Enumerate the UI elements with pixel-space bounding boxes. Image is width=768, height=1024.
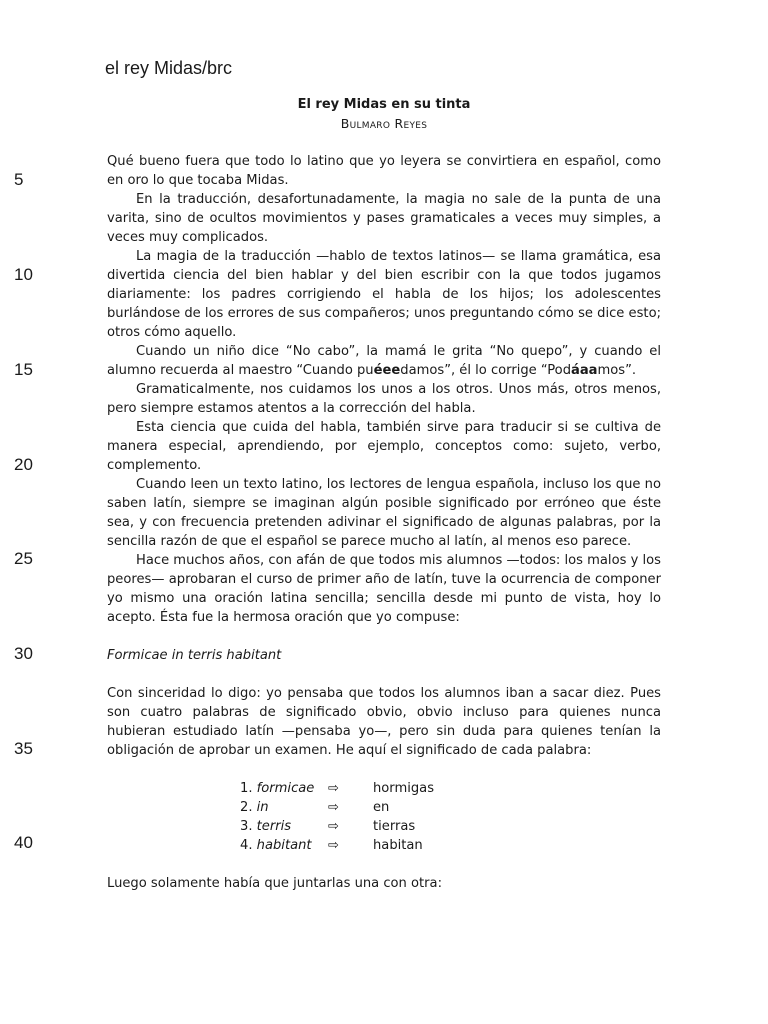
arrow-right-icon: ⇨ <box>328 781 339 796</box>
line-number-30: 30 <box>14 644 33 663</box>
vocabulary-row <box>107 798 661 817</box>
paragraph-6: Esta ciencia que cuida del habla, también sirve para traducir si se cultiva de manera especial, aprendiendo, por ejemplo, conceptos como: sujeto, verbo, complemento. <box>107 420 661 473</box>
vocab-latin: terris <box>256 819 292 834</box>
vocab-meaning: hormigas <box>373 781 435 796</box>
paragraph-4-text-c: damos”, él lo corrige “Pod <box>400 363 572 378</box>
vocabulary-list <box>107 779 661 855</box>
vocab-number: 1. <box>240 781 253 796</box>
paragraph-7: Cuando leen un texto latino, los lectores de lengua española, incluso los que no saben latín, siempre se imaginan algún posible significado por erróneo que éste sea, y con frecuencia pretenden adivinar el significado de algunas palabras, por la sencilla razón de que el español se parece mucho al latín, al menos eso parece. <box>107 477 661 549</box>
article-author: Bulmaro Reyes <box>340 116 428 131</box>
document-header: el rey Midas/brc <box>105 58 233 78</box>
line-number-10: 10 <box>14 265 33 284</box>
vocab-number: 3. <box>240 819 253 834</box>
paragraph-4-text-e: mos”. <box>597 363 637 378</box>
vocab-latin: in <box>256 800 269 815</box>
line-number-15: 15 <box>14 360 33 379</box>
paragraph-1: Qué bueno fuera que todo lo latino que yo leyera se convirtiera en español, como en oro lo que tocaba Midas. <box>107 154 661 188</box>
paragraph-4-text-a: Cuando un niño dice “No cabo”, la mamá le grita “No quepo”, y cuando el alumno recuerda al maestro “Cuando pu <box>107 344 661 378</box>
paragraph-5: Gramaticalmente, nos cuidamos los unos a los otros. Unos más, otros menos, pero siempre estamos atentos a la corrección del habla. <box>107 382 661 416</box>
vocabulary-row <box>107 779 661 798</box>
arrow-right-icon: ⇨ <box>328 819 339 834</box>
line-number-5: 5 <box>14 170 24 189</box>
paragraph-9: Con sinceridad lo digo: yo pensaba que todos los alumnos iban a sacar diez. Pues son cuatro palabras de significado obvio, obvio incluso para quienes nunca hubieran estudiado latín —pensaba yo—, pero sin duda para quienes tenían la obligación de aprobar un examen. He aquí el significado de cada palabra: <box>107 686 661 758</box>
paragraph-2: En la traducción, desafortunadamente, la magia no sale de la punta de una varita, sino de ocultos movimientos y pases gramaticales a veces muy simples, a veces muy complicados. <box>107 192 661 245</box>
vocab-meaning: en <box>373 800 390 815</box>
line-number-35: 35 <box>14 739 33 758</box>
paragraph-8: Hace muchos años, con afán de que todos mis alumnos —todos: los malos y los peores— aprobaran el curso de primer año de latín, tuve la ocurrencia de componer yo mismo una oración latina sencilla; sencilla desde mi punto de vista, hoy lo acepto. Ésta fue la hermosa oración que yo compuse: <box>107 553 661 625</box>
arrow-right-icon: ⇨ <box>328 838 339 853</box>
article-body <box>107 95 661 893</box>
vocab-latin: habitant <box>256 838 312 853</box>
line-number-40: 40 <box>14 833 33 852</box>
vocabulary-row <box>107 817 661 836</box>
latin-sentence: Formicae in terris habitant <box>107 648 282 663</box>
vocabulary-row <box>107 836 661 855</box>
paragraph-4-bold-2: áaa <box>571 363 598 378</box>
paragraph-4-bold-1: éee <box>373 363 401 378</box>
article-title: El rey Midas en su tinta <box>297 97 471 112</box>
paragraph-10: Luego solamente había que juntarlas una con otra: <box>107 876 442 891</box>
vocab-number: 4. <box>240 838 253 853</box>
paragraph-4 <box>107 342 661 380</box>
vocab-number: 2. <box>240 800 253 815</box>
vocab-meaning: habitan <box>373 838 423 853</box>
vocab-latin: formicae <box>256 781 315 796</box>
paragraph-3: La magia de la traducción —hablo de textos latinos— se llama gramática, esa divertida ciencia del bien hablar y del bien escribir con la que todos jugamos diariamente: los padres corrigiendo el habla de los hijos; los adolescentes burlándose de los errores de sus compañeros; unos preguntando cómo se dice esto; otros cómo aquello. <box>107 249 661 340</box>
arrow-right-icon: ⇨ <box>328 800 339 815</box>
vocab-meaning: tierras <box>373 819 416 834</box>
line-number-25: 25 <box>14 549 33 568</box>
line-number-20: 20 <box>14 455 33 474</box>
